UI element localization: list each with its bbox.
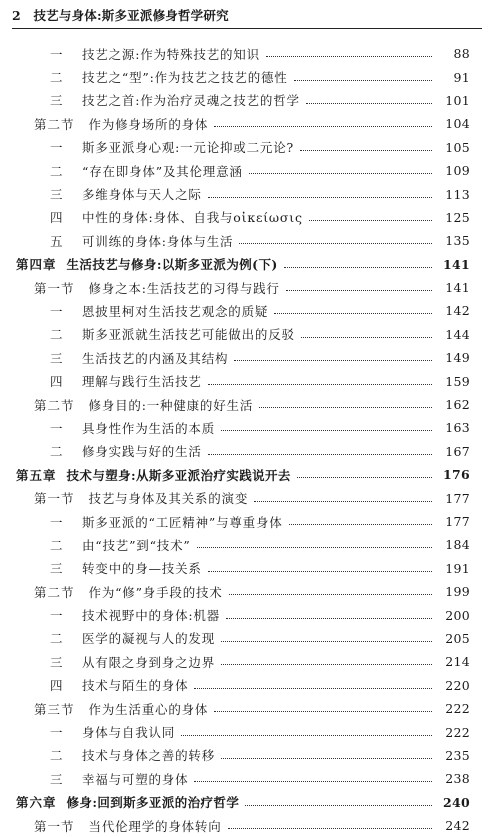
toc-entry-page: 191 xyxy=(445,560,470,576)
toc-entry-page: 104 xyxy=(445,116,470,132)
toc-entry-number: 第二节 xyxy=(34,397,75,413)
toc-entry-title: 修身实践与好的生活 xyxy=(82,444,202,460)
toc-entry-section xyxy=(0,112,500,135)
toc-entry-label xyxy=(34,489,248,507)
toc-entry-number: 一 xyxy=(50,725,65,741)
toc-entry-title: 斯多亚派就生活技艺可能做出的反驳 xyxy=(82,327,295,343)
toc-entry-number: 三 xyxy=(50,771,65,787)
toc-entry-title: 多维身体与天人之际 xyxy=(82,187,202,203)
toc-entry-sub xyxy=(0,557,500,580)
toc-entry-page: 200 xyxy=(445,607,470,623)
toc-entry-title: 技术与身体之善的转移 xyxy=(82,748,216,764)
dot-leader xyxy=(234,360,432,361)
toc-entry-title: 医学的凝视与人的发现 xyxy=(82,631,216,647)
toc-entry-label xyxy=(16,793,239,811)
toc-entry-label xyxy=(50,770,188,788)
toc-entry-label xyxy=(50,232,233,250)
toc-entry-section xyxy=(0,580,500,603)
toc-entry-number: 二 xyxy=(50,70,65,86)
toc-entry-sub xyxy=(0,510,500,533)
toc-entry-page: 240 xyxy=(443,794,470,810)
toc-entry-number: 第二节 xyxy=(34,116,75,132)
dot-leader xyxy=(297,477,432,478)
toc-entry-title: 技艺之“型”:作为技艺之技艺的德性 xyxy=(82,70,288,86)
toc-entry-label xyxy=(34,700,208,718)
toc-entry-title: 理解与践行生活技艺 xyxy=(82,374,202,390)
toc-entry-number: 第二节 xyxy=(34,584,75,600)
toc-entry-page: 184 xyxy=(445,537,470,553)
dot-leader xyxy=(229,594,432,595)
toc-entry-page: 125 xyxy=(445,209,470,225)
toc-entry-sub xyxy=(0,416,500,439)
toc-entry-title: 技术与陌生的身体 xyxy=(82,678,189,694)
dot-leader xyxy=(194,688,432,689)
toc-entry-page: 176 xyxy=(443,467,470,483)
toc-entry-title: 中性的身体:身体、自我与οἰκείωσις xyxy=(82,210,303,226)
toc-entry-number: 二 xyxy=(50,444,65,460)
toc-entry-label xyxy=(50,185,202,203)
toc-entry-sub xyxy=(0,299,500,322)
toc-entry-title: 生活技艺的内涵及其结构 xyxy=(82,350,229,366)
toc-entry-label xyxy=(50,208,303,226)
toc-entry-sub xyxy=(0,674,500,697)
toc-entry-page: 135 xyxy=(445,233,470,249)
toc-entry-page: 177 xyxy=(445,490,470,506)
dot-leader xyxy=(266,56,432,57)
dot-leader xyxy=(300,150,432,151)
toc-entry-title: 身体与自我认同 xyxy=(82,725,176,741)
dot-leader xyxy=(301,337,432,338)
toc-entry-sub xyxy=(0,136,500,159)
dot-leader xyxy=(221,664,432,665)
toc-entry-page: 141 xyxy=(445,280,470,296)
toc-entry-page: 142 xyxy=(445,303,470,319)
toc-entry-sub xyxy=(0,440,500,463)
toc-entry-label xyxy=(50,723,175,741)
toc-entry-label xyxy=(50,442,202,460)
toc-entry-number: 第六章 xyxy=(16,795,57,811)
toc-entry-number: 三 xyxy=(50,93,65,109)
toc-entry-title: 作为生活重心的身体 xyxy=(88,701,209,717)
toc-entry-label xyxy=(50,513,283,531)
toc-entry-number: 五 xyxy=(50,233,65,249)
toc-entry-page: 214 xyxy=(445,654,470,670)
toc-entry-label xyxy=(50,676,188,694)
toc-entry-title: 技术视野中的身体:机器 xyxy=(82,608,221,624)
toc-entry-title: 修身目的:一种健康的好生活 xyxy=(88,397,254,413)
toc-entry-label xyxy=(16,255,278,273)
toc-entry-label xyxy=(50,606,220,624)
toc-entry-number: 二 xyxy=(50,537,65,553)
toc-entry-sub xyxy=(0,182,500,205)
toc-entry-title: 生活技艺与修身:以斯多亚派为例(下) xyxy=(66,257,278,273)
toc-entry-number: 第五章 xyxy=(16,467,57,483)
toc-entry-sub xyxy=(0,159,500,182)
toc-entry-page: 220 xyxy=(445,677,470,693)
dot-leader xyxy=(214,126,432,127)
toc-entry-label xyxy=(34,817,222,835)
toc-entry-title: 转变中的身—技关系 xyxy=(82,561,202,577)
toc-entry-number: 一 xyxy=(50,514,65,530)
dot-leader xyxy=(208,454,432,455)
table-of-contents xyxy=(0,42,500,837)
dot-leader xyxy=(181,735,432,736)
toc-entry-label xyxy=(50,629,215,647)
toc-entry-page: 238 xyxy=(445,771,470,787)
toc-entry-title: 具身性作为生活的本质 xyxy=(82,420,216,436)
toc-entry-label xyxy=(50,302,268,320)
toc-entry-page: 163 xyxy=(445,420,470,436)
toc-entry-title: 修身:回到斯多亚派的治疗哲学 xyxy=(66,795,240,811)
toc-entry-label xyxy=(50,325,295,343)
toc-entry-number: 四 xyxy=(50,374,65,390)
toc-entry-page: 222 xyxy=(445,724,470,740)
toc-entry-label xyxy=(50,162,243,180)
dot-leader xyxy=(214,711,432,712)
header-divider xyxy=(12,28,482,29)
toc-entry-section xyxy=(0,393,500,416)
toc-entry-sub xyxy=(0,650,500,673)
toc-entry-page: 167 xyxy=(445,443,470,459)
toc-entry-page: 109 xyxy=(445,163,470,179)
toc-entry-sub xyxy=(0,229,500,252)
dot-leader xyxy=(228,828,432,829)
dot-leader xyxy=(226,618,432,619)
toc-entry-number: 一 xyxy=(50,608,65,624)
toc-entry-page: 205 xyxy=(445,630,470,646)
toc-entry-label xyxy=(50,91,300,109)
toc-entry-label xyxy=(16,466,291,484)
dot-leader xyxy=(208,571,432,572)
toc-entry-number: 一 xyxy=(50,46,65,62)
toc-entry-sub xyxy=(0,346,500,369)
dot-leader xyxy=(221,430,432,431)
dot-leader xyxy=(197,547,432,548)
dot-leader xyxy=(309,220,432,221)
toc-entry-title: 恩披里柯对生活技艺观念的质疑 xyxy=(82,303,269,319)
toc-entry-number: 一 xyxy=(50,140,65,156)
toc-entry-title: 斯多亚派的“工匠精神”与尊重身体 xyxy=(82,514,283,530)
dot-leader xyxy=(221,641,432,642)
toc-entry-label xyxy=(50,746,215,764)
toc-entry-sub xyxy=(0,369,500,392)
toc-entry-number: 一 xyxy=(50,420,65,436)
dot-leader xyxy=(239,243,432,244)
toc-entry-page: 242 xyxy=(445,818,470,834)
toc-entry-page: 91 xyxy=(453,69,470,85)
toc-entry-title: 技艺之源:作为特殊技艺的知识 xyxy=(82,46,260,62)
toc-entry-page: 144 xyxy=(445,326,470,342)
toc-entry-label xyxy=(50,68,288,86)
toc-entry-sub xyxy=(0,89,500,112)
dot-leader xyxy=(245,805,432,806)
toc-entry-title: 技艺与身体及其关系的演变 xyxy=(88,491,249,507)
toc-entry-number: 二 xyxy=(50,631,65,647)
toc-entry-sub xyxy=(0,65,500,88)
toc-entry-section xyxy=(0,814,500,837)
dot-leader xyxy=(254,501,432,502)
toc-entry-label xyxy=(50,653,215,671)
toc-entry-number: 第一节 xyxy=(34,491,75,507)
toc-entry-number: 三 xyxy=(50,561,65,577)
toc-entry-title: 作为修身场所的身体 xyxy=(88,116,209,132)
toc-entry-title: 技艺之首:作为治疗灵魂之技艺的哲学 xyxy=(82,93,300,109)
dot-leader xyxy=(208,197,432,198)
toc-entry-label xyxy=(50,138,294,156)
toc-entry-title: 从有限之身到身之边界 xyxy=(82,654,216,670)
toc-entry-sub xyxy=(0,767,500,790)
toc-entry-label xyxy=(50,372,202,390)
toc-entry-title: 当代伦理学的身体转向 xyxy=(88,818,222,834)
toc-entry-label xyxy=(50,45,260,63)
toc-entry-label xyxy=(34,396,253,414)
dot-leader xyxy=(284,267,432,268)
toc-entry-label xyxy=(34,583,223,601)
toc-entry-number: 三 xyxy=(50,654,65,670)
toc-entry-number: 第四章 xyxy=(16,257,57,273)
toc-entry-sub xyxy=(0,42,500,65)
toc-entry-title: 斯多亚派身心观:一元论抑或二元论? xyxy=(82,140,295,156)
toc-entry-page: 199 xyxy=(445,584,470,600)
toc-entry-title: 可训练的身体:身体与生活 xyxy=(82,233,234,249)
toc-entry-sub xyxy=(0,720,500,743)
toc-entry-number: 三 xyxy=(50,350,65,366)
toc-entry-number: 四 xyxy=(50,678,65,694)
toc-entry-title: 幸福与可塑的身体 xyxy=(82,771,189,787)
toc-entry-sub xyxy=(0,206,500,229)
toc-entry-page: 101 xyxy=(445,92,470,108)
toc-entry-title: 修身之本:生活技艺的习得与践行 xyxy=(88,280,280,296)
dot-leader xyxy=(208,384,432,385)
toc-entry-number: 第一节 xyxy=(34,818,75,834)
toc-entry-page: 113 xyxy=(445,186,470,202)
running-title: 技艺与身体:斯多亚派修身哲学研究 xyxy=(33,8,229,23)
toc-entry-page: 141 xyxy=(443,256,470,272)
toc-entry-title: 技术与塑身:从斯多亚派治疗实践说开去 xyxy=(66,467,291,483)
toc-entry-sub xyxy=(0,627,500,650)
page-number: 2 xyxy=(12,8,21,23)
toc-entry-number: 二 xyxy=(50,748,65,764)
dot-leader xyxy=(274,313,432,314)
toc-entry-sub xyxy=(0,323,500,346)
toc-entry-number: 第一节 xyxy=(34,280,75,296)
toc-entry-number: 二 xyxy=(50,327,65,343)
toc-entry-sub xyxy=(0,533,500,556)
running-header xyxy=(12,6,229,24)
toc-entry-sub xyxy=(0,603,500,626)
dot-leader xyxy=(194,781,432,782)
toc-entry-page: 162 xyxy=(445,397,470,413)
toc-entry-number: 第三节 xyxy=(34,701,75,717)
toc-entry-chapter xyxy=(0,463,500,486)
toc-entry-page: 159 xyxy=(445,373,470,389)
toc-entry-label xyxy=(50,536,191,554)
toc-entry-chapter xyxy=(0,791,500,814)
toc-entry-page: 222 xyxy=(445,701,470,717)
toc-entry-sub xyxy=(0,744,500,767)
toc-entry-page: 88 xyxy=(453,46,470,62)
dot-leader xyxy=(259,407,432,408)
toc-entry-number: 一 xyxy=(50,303,65,319)
toc-entry-label xyxy=(50,349,228,367)
toc-entry-label xyxy=(50,419,215,437)
toc-entry-section xyxy=(0,486,500,509)
dot-leader xyxy=(306,103,432,104)
dot-leader xyxy=(221,758,432,759)
toc-entry-label xyxy=(34,115,208,133)
toc-entry-title: 作为“修”身手段的技术 xyxy=(88,584,223,600)
toc-entry-section xyxy=(0,276,500,299)
toc-entry-page: 177 xyxy=(445,514,470,529)
toc-entry-page: 105 xyxy=(445,139,470,155)
toc-entry-title: “存在即身体”及其伦理意涵 xyxy=(82,163,243,179)
dot-leader xyxy=(289,524,432,525)
toc-entry-number: 四 xyxy=(50,210,65,226)
toc-entry-chapter xyxy=(0,253,500,276)
dot-leader xyxy=(249,173,432,174)
dot-leader xyxy=(286,290,432,291)
toc-entry-label xyxy=(50,559,202,577)
dot-leader xyxy=(294,80,432,81)
toc-entry-page: 235 xyxy=(445,747,470,763)
toc-entry-section xyxy=(0,697,500,720)
toc-entry-title: 由“技艺”到“技术” xyxy=(82,537,191,553)
toc-entry-number: 二 xyxy=(50,163,65,179)
toc-entry-page: 149 xyxy=(445,350,470,366)
toc-entry-number: 三 xyxy=(50,187,65,203)
toc-entry-label xyxy=(34,279,280,297)
